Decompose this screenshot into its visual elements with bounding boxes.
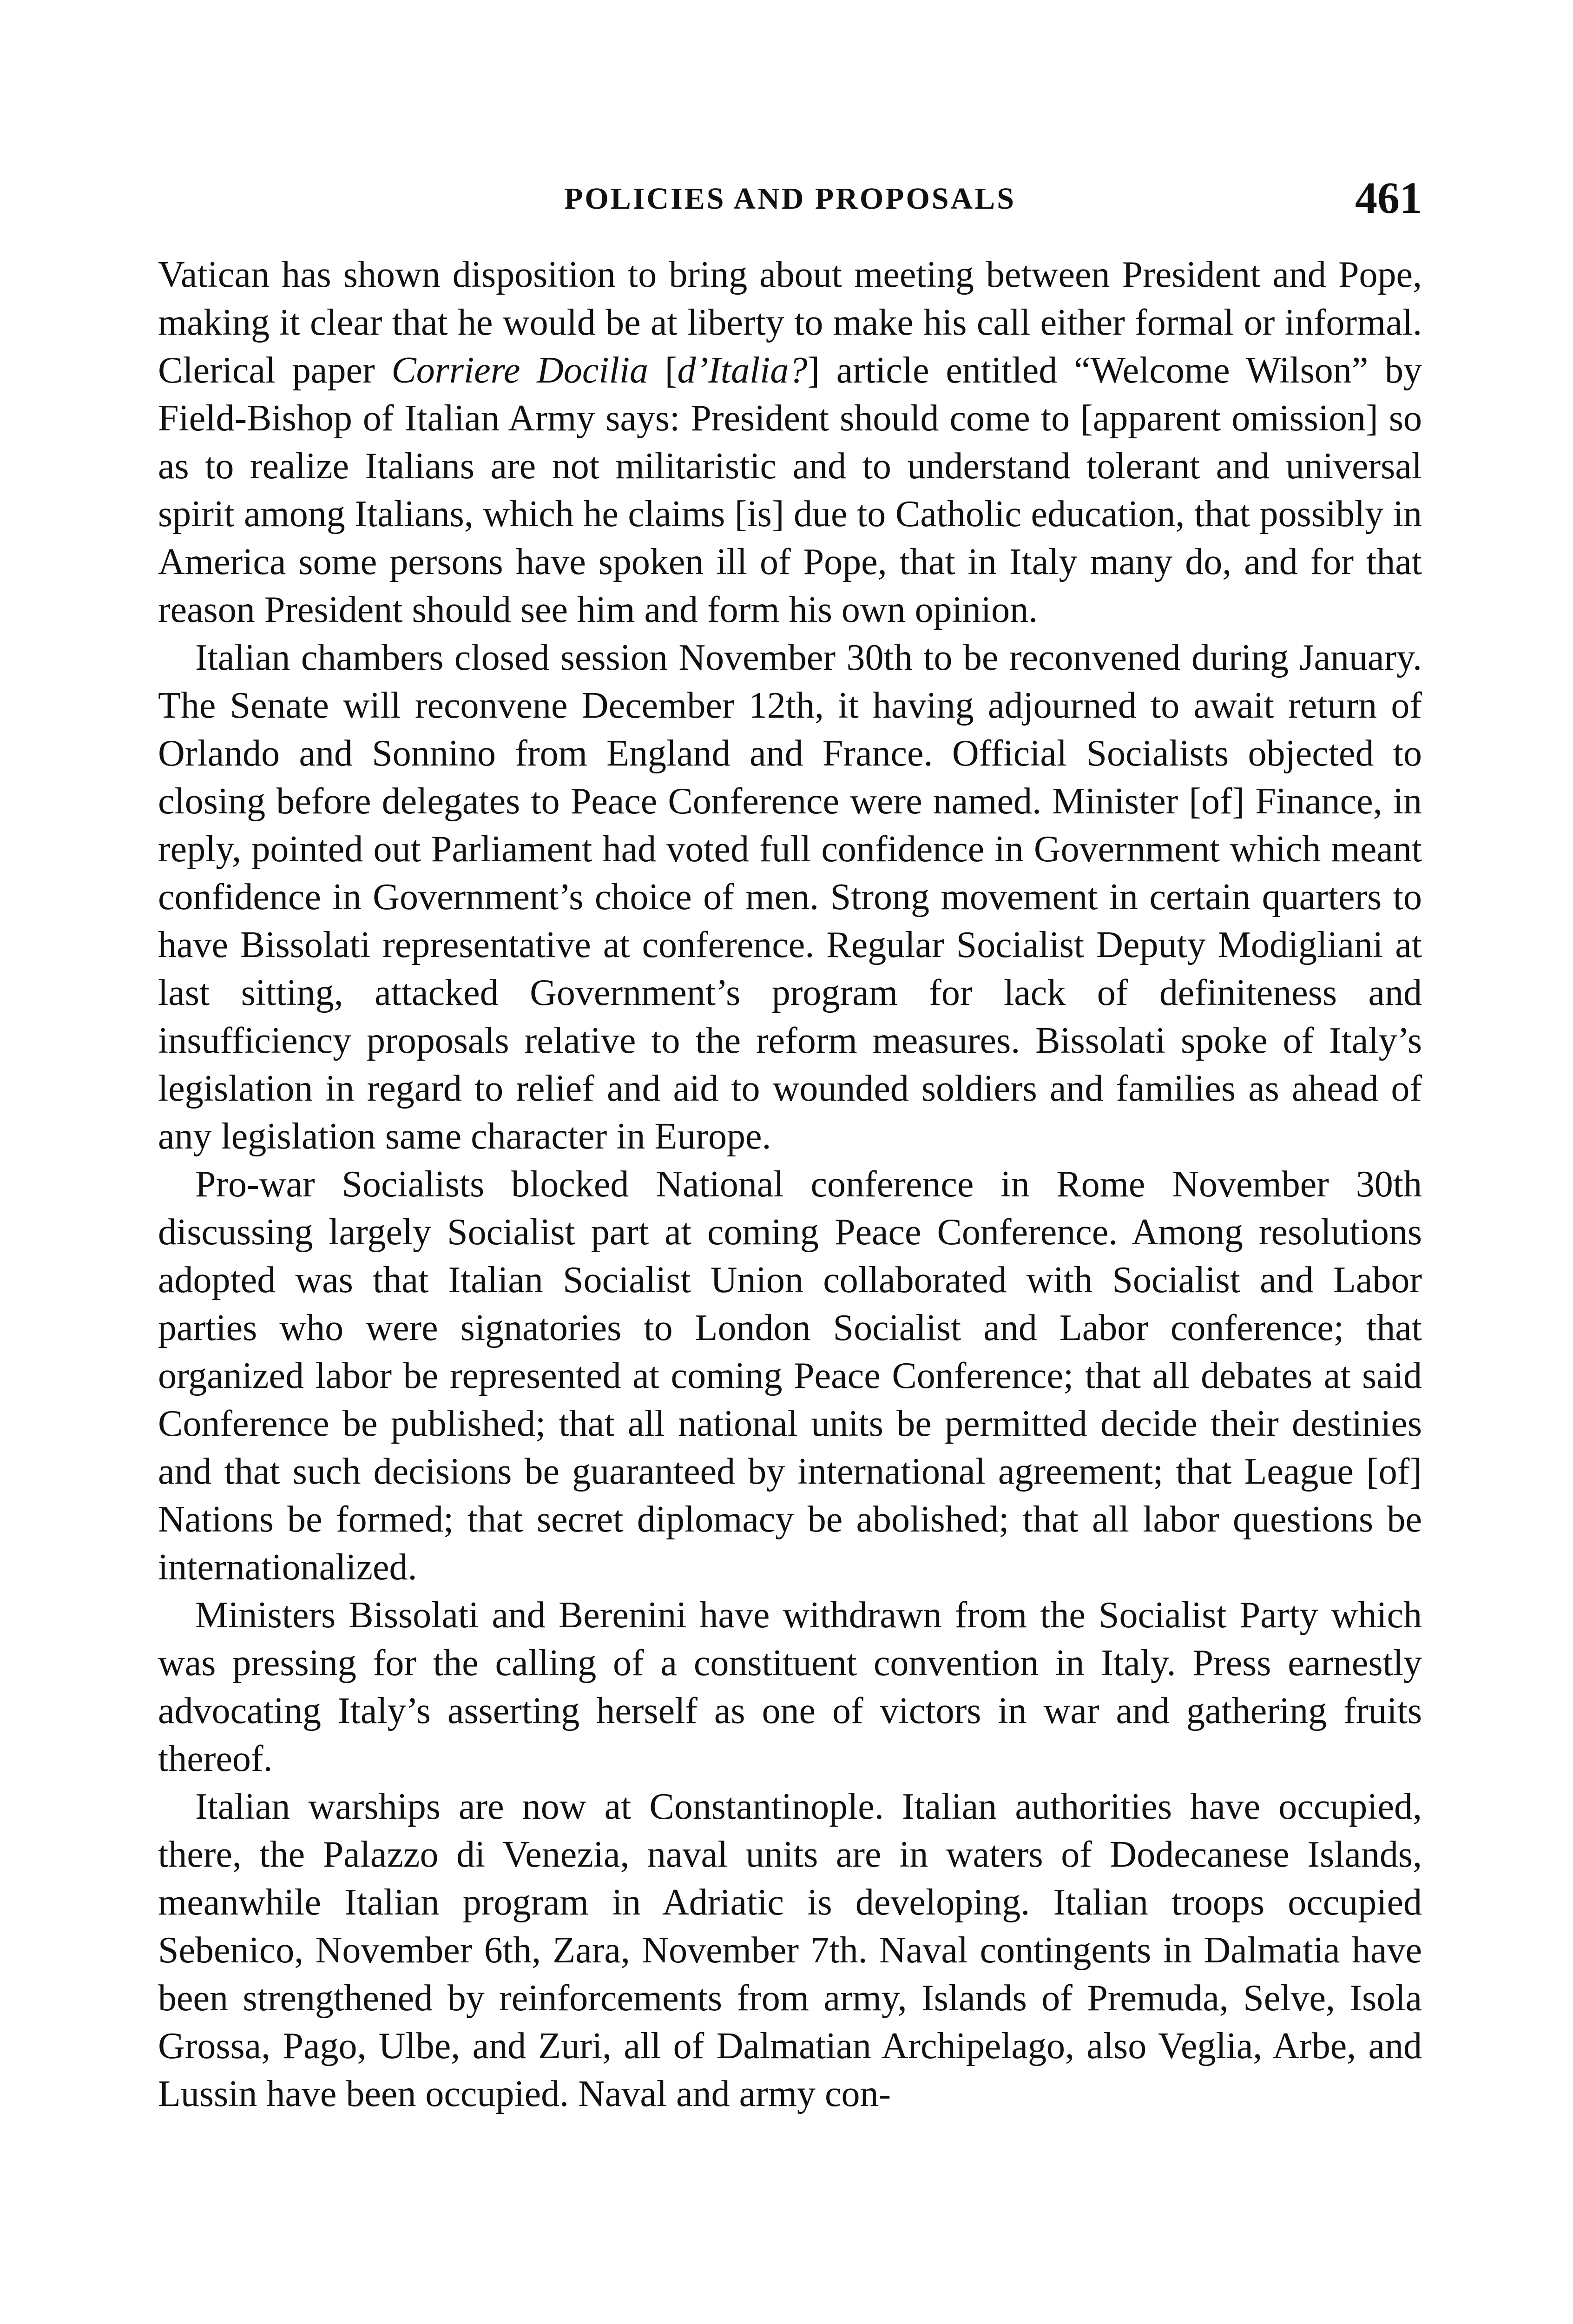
paragraph-text: [	[648, 350, 678, 391]
body-text	[158, 251, 1422, 2118]
paragraph-warships: Italian warships are now at Constantinople. Italian authorities have occupied, there, the Palazzo di Venezia, naval units are in waters of Dodecanese Islands, meanwhile Italian program in Adriatic is developing. Italian troops occupied Sebenico, November 6th, Zara, November 7th. Naval contingents in Dalmatia have been strengthened by reinforcements from army, Islands of Premuda, Selve, Isola Grossa, Pago, Ulbe, and Zuri, all of Dalmatian Archipelago, also Veglia, Arbe, and Lussin have been occupied. Naval and army con-	[158, 1786, 1422, 2114]
paragraph-text: ] article entitled “Welcome Wilson” by Field-Bishop of Italian Army says: President should come to [apparent omission] so as to realize Italians are not militaristic and to understand tolerant and universal spirit among Italians, which he claims [is] due to Catholic education, that possibly in America some persons have spoken ill of Pope, that in Italy many do, and for that reason President should see him and form his own opinion.	[158, 350, 1422, 630]
running-title: POLICIES AND PROPOSALS	[564, 182, 1016, 216]
newspaper-title-correction: d’Italia?	[677, 350, 808, 391]
paragraph-vatican	[158, 251, 1422, 634]
page-number: 461	[1355, 173, 1422, 223]
running-head	[158, 167, 1422, 223]
newspaper-title: Corriere Docilia	[391, 350, 649, 391]
paragraph-ministers: Ministers Bissolati and Berenini have withdrawn from the Socialist Party which was pressing for the calling of a constituent convention in Italy. Press earnestly advocating Italy’s asserting herself as one of victors in war and gathering fruits thereof.	[158, 1595, 1422, 1779]
paragraph-chambers: Italian chambers closed session November 30th to be reconvened during January. The Senate will reconvene December 12th, it having adjourned to await return of Orlando and Sonnino from England and France. Official Socialists objected to closing before delegates to Peace Conference were named. Minister [of] Finance, in reply, pointed out Parliament had voted full confidence in Government which meant confidence in Government’s choice of men. Strong movement in certain quarters to have Bissolati representative at conference. Regular Socialist Deputy Modigliani at last sitting, attacked Government’s program for lack of definiteness and insufficiency proposals relative to the reform measures. Bissolati spoke of Italy’s legislation in regard to relief and aid to wounded soldiers and families as ahead of any legislation same character in Europe.	[158, 637, 1422, 1157]
paragraph-text: Vatican has shown disposition to bring about meeting between President and Pope, making it clear that he would be at liberty to make his call either formal or informal. Clerical paper	[158, 254, 1422, 391]
paragraph-socialists: Pro-war Socialists blocked National conference in Rome November 30th discussing largely Socialist part at coming Peace Conference. Among resolutions adopted was that Italian Socialist Union collaborated with Socialist and Labor parties who were signatories to London Socialist and Labor conference; that organized labor be represented at coming Peace Conference; that all debates at said Conference be published; that all national units be permitted decide their destinies and that such decisions be guaranteed by international agreement; that League [of] Nations be formed; that secret diplomacy be abolished; that all labor questions be internationalized.	[158, 1164, 1422, 1588]
